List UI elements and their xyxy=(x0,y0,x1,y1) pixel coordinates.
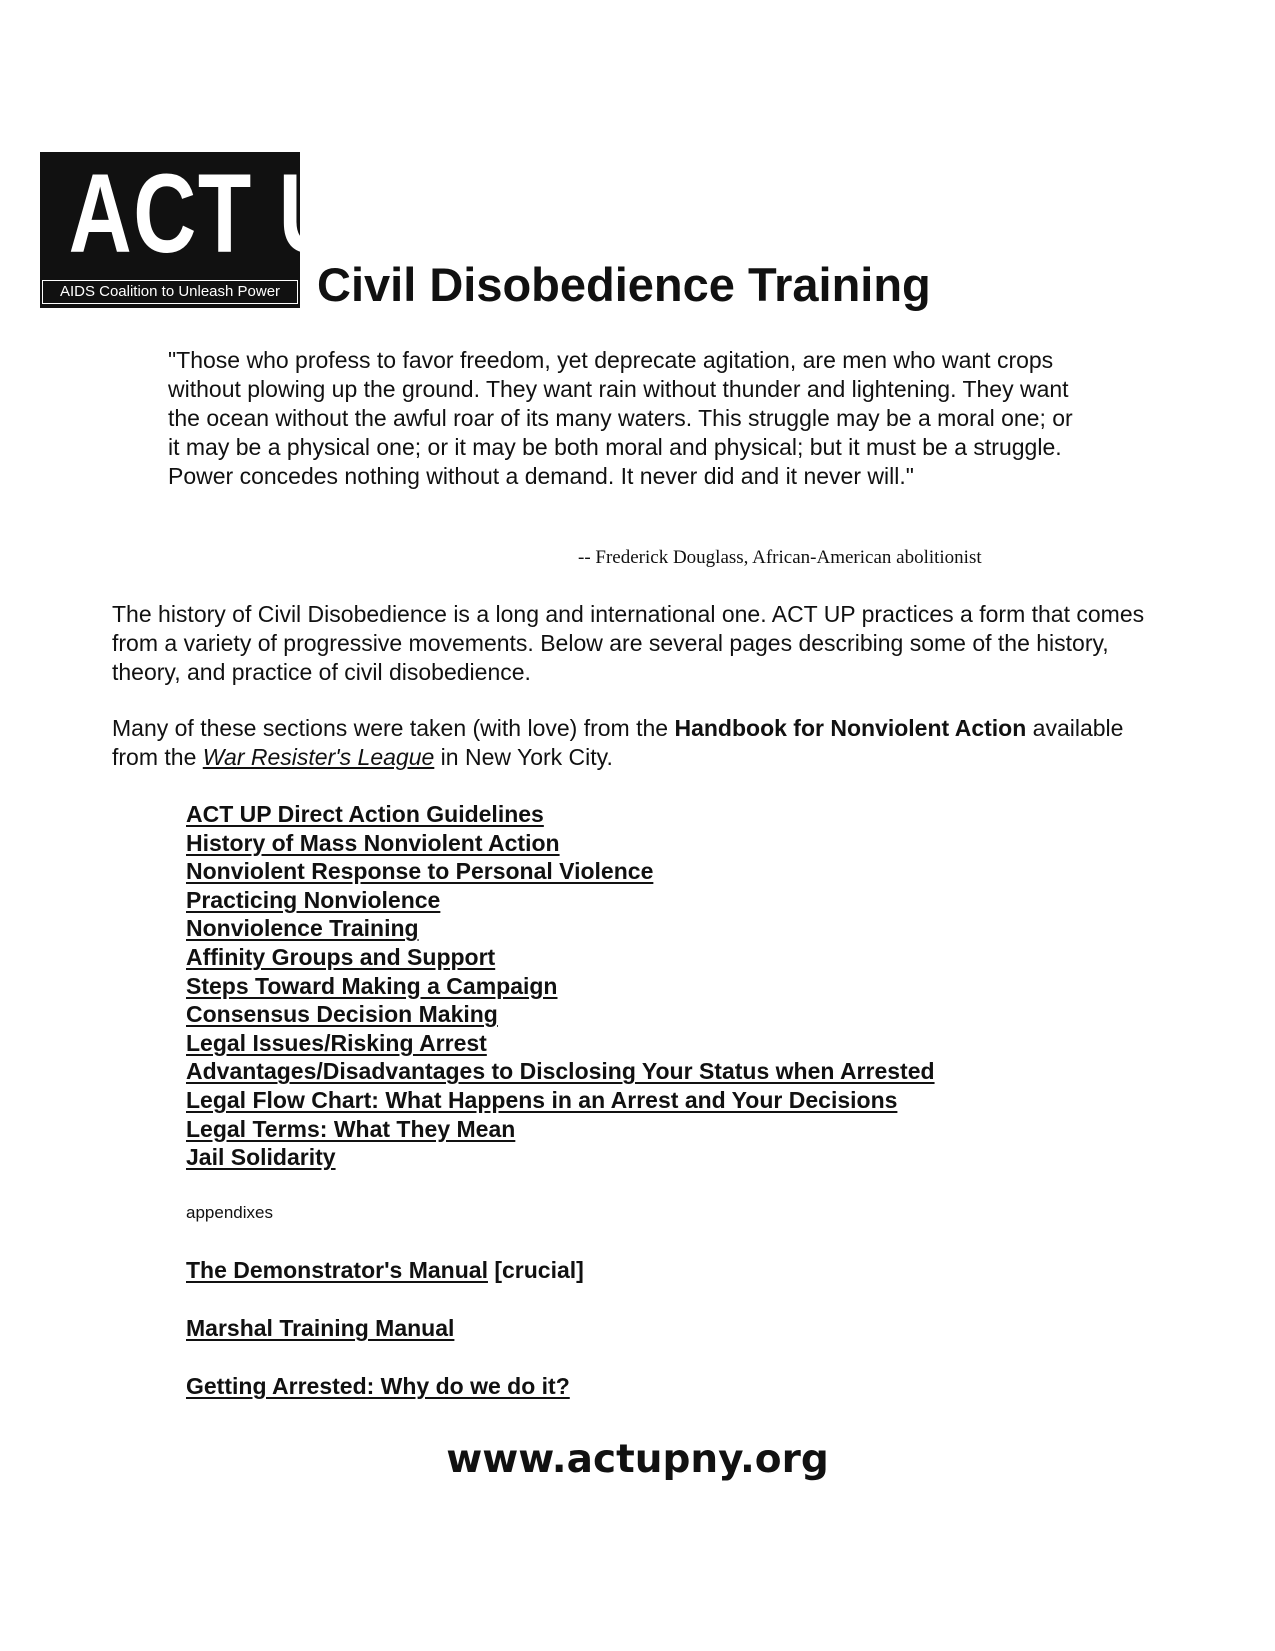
list-item xyxy=(186,972,935,1001)
toc-link-consensus-decision-making[interactable]: Consensus Decision Making xyxy=(186,1001,498,1028)
source-text-before: Many of these sections were taken (with love) from the xyxy=(112,715,675,741)
toc-link-legal-terms[interactable]: Legal Terms: What They Mean xyxy=(186,1115,516,1142)
source-text-after: in New York City. xyxy=(434,744,613,770)
toc-link-disclosing-status[interactable]: Advantages/Disadvantages to Disclosing Your Status when Arrested xyxy=(186,1058,935,1085)
list-item xyxy=(186,800,935,829)
website-url: www.actupny.org xyxy=(446,1437,829,1482)
demonstrators-manual-link[interactable]: The Demonstrator's Manual xyxy=(186,1257,488,1283)
appendixes-label: appendixes xyxy=(186,1203,273,1222)
appendix-item xyxy=(186,1371,570,1405)
intro-paragraph: The history of Civil Disobedience is a long and international one. ACT UP practices a form that comes from a variety of progressive movements. Below are several pages describing some of the history, theory, and practice of civil disobedience. xyxy=(112,601,1145,685)
list-item xyxy=(186,1143,935,1172)
toc-link-practicing-nonviolence[interactable]: Practicing Nonviolence xyxy=(186,886,441,913)
list-item xyxy=(186,1057,935,1086)
list-item xyxy=(186,1000,935,1029)
act-up-logo xyxy=(40,151,404,308)
toc-link-legal-flow-chart[interactable]: Legal Flow Chart: What Happens in an Arrest and Your Decisions xyxy=(186,1086,898,1113)
list-item xyxy=(186,914,935,943)
logo-tagline: AIDS Coalition to Unleash Power xyxy=(42,280,298,304)
toc-link-jail-solidarity[interactable]: Jail Solidarity xyxy=(186,1144,336,1171)
marshal-training-manual-link[interactable]: Marshal Training Manual xyxy=(186,1315,455,1341)
toc-link-direct-action-guidelines[interactable]: ACT UP Direct Action Guidelines xyxy=(186,801,544,827)
appendix-item xyxy=(186,1255,584,1289)
getting-arrested-link[interactable]: Getting Arrested: Why do we do it? xyxy=(186,1373,570,1399)
handbook-title: Handbook for Nonviolent Action xyxy=(674,715,1027,741)
crucial-note: [crucial] xyxy=(487,1257,584,1283)
toc-link-affinity-groups[interactable]: Affinity Groups and Support xyxy=(186,943,496,970)
source-text-middle: available from the xyxy=(112,715,1124,770)
toc-link-steps-toward-campaign[interactable]: Steps Toward Making a Campaign xyxy=(186,972,558,999)
appendix-item xyxy=(186,1313,454,1347)
list-item xyxy=(186,1115,935,1144)
source-paragraph xyxy=(112,714,1172,772)
list-item xyxy=(186,1029,935,1058)
quote-attribution: -- Frederick Douglass, African-American abolitionist xyxy=(578,547,982,568)
toc-link-nonviolent-response[interactable]: Nonviolent Response to Personal Violence xyxy=(186,858,654,885)
toc-link-legal-issues[interactable]: Legal Issues/Risking Arrest xyxy=(186,1029,487,1056)
list-item xyxy=(186,857,935,886)
list-item xyxy=(186,829,935,858)
list-item xyxy=(186,1086,935,1115)
toc-link-history-mass-nonviolent-action[interactable]: History of Mass Nonviolent Action xyxy=(186,829,560,856)
war-resisters-league-link[interactable]: War Resister's League xyxy=(202,744,435,770)
page-title: Civil Disobedience Training xyxy=(317,258,931,311)
section-link-list xyxy=(186,800,935,1172)
quote-text: "Those who profess to favor freedom, yet deprecate agitation, are men who want crops without plowing up the ground. They want rain without thunder and lightening. They want the ocean without the awful roar of its many waters. This struggle may be a moral one; or it may be a physical one; or it may be both moral and physical; but it must be a struggle. Power concedes nothing without a demand. It never did and it never will." xyxy=(168,347,1073,489)
list-item xyxy=(186,943,935,972)
logo-wordmark: ACT UP xyxy=(68,151,404,276)
toc-link-nonviolence-training[interactable]: Nonviolence Training xyxy=(186,915,419,942)
list-item xyxy=(186,886,935,915)
